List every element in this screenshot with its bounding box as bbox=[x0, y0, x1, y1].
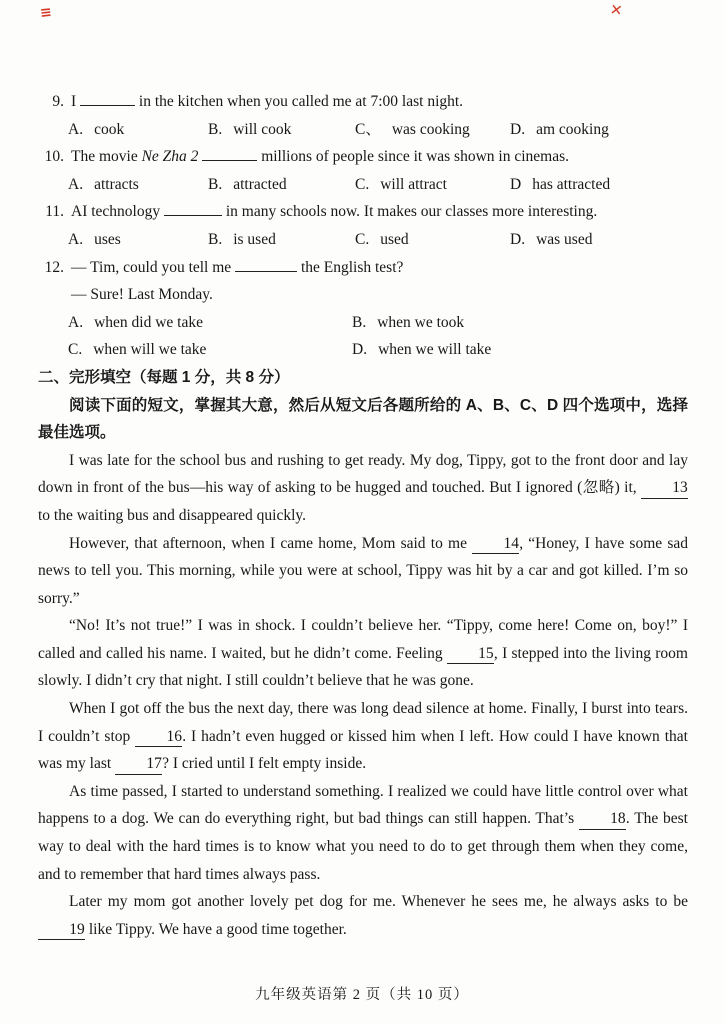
question-10 bbox=[38, 143, 688, 198]
option-label: C、 bbox=[355, 120, 381, 138]
option-label: D. bbox=[510, 120, 526, 138]
option-c bbox=[355, 116, 510, 144]
question-12-options bbox=[68, 309, 688, 364]
question-number: 10. bbox=[44, 148, 64, 166]
section-2-instructions: 阅读下面的短文，掌握其大意，然后从短文后各题所给的 A、B、C、D 四个选项中，选择最佳选项。 bbox=[38, 396, 688, 442]
option-label: B. bbox=[208, 120, 223, 138]
answer-blank bbox=[80, 91, 135, 106]
question-number: 11. bbox=[45, 203, 64, 221]
option-label: D bbox=[510, 175, 522, 193]
option-text: when did we take bbox=[94, 313, 203, 331]
question-9-stem bbox=[38, 88, 688, 116]
answer-blank bbox=[235, 257, 297, 272]
option-text: used bbox=[380, 230, 409, 248]
option-b bbox=[208, 116, 355, 144]
option-label: B. bbox=[208, 175, 223, 193]
question-stem-text: The movie Ne Zha 2 millions of people since it was shown in cinemas. bbox=[71, 148, 569, 166]
option-label: D. bbox=[510, 230, 526, 248]
question-stem-text: I in the kitchen when you called me at 7:00 last night. bbox=[71, 93, 464, 110]
cloze-paragraph-6: Later my mom got another lovely pet dog for me. Whenever he sees me, he always asks to be 19 like Tippy. We have a good time together. bbox=[38, 888, 688, 943]
question-10-stem bbox=[38, 143, 688, 171]
option-text: cook bbox=[94, 120, 125, 138]
option-text: attracts bbox=[94, 175, 139, 193]
question-10-options bbox=[68, 171, 688, 199]
numbered-blank: 16 bbox=[135, 729, 182, 747]
option-text: has attracted bbox=[532, 175, 611, 193]
option-a bbox=[68, 226, 208, 254]
question-stem-text: AI technology in many schools now. It makes our classes more interesting. bbox=[71, 203, 598, 221]
option-label: C. bbox=[355, 175, 370, 193]
option-text: was used bbox=[536, 230, 593, 248]
question-12-reply bbox=[38, 281, 688, 309]
option-label: A. bbox=[68, 313, 84, 331]
cloze-paragraph-4: When I got off the bus the next day, there was long dead silence at home. Finally, I burst into tears. I couldn’t stop 16. I hadn’t even hugged or kissed him when I left. How could I have known that was my last 17? I cried until I felt empty inside. bbox=[38, 695, 688, 778]
cloze-paragraph-3: “No! It’s not true!” I was in shock. I couldn’t believe her. “Tippy, come here! Come on, boy!” I called and called his name. I waited, but he didn’t come. Feeling 15, I stepped into the living room slowly. I didn’t cry that night. I still couldn’t believe that he was gone. bbox=[38, 617, 688, 690]
question-stem-text: — Tim, could you tell me the English test? bbox=[71, 258, 404, 276]
option-text: was cooking bbox=[391, 120, 470, 138]
option-label: D. bbox=[352, 341, 368, 359]
option-d bbox=[510, 226, 688, 254]
option-label: A. bbox=[68, 120, 84, 138]
option-label: B. bbox=[352, 313, 367, 331]
numbered-blank: 15 bbox=[447, 646, 494, 664]
option-a bbox=[68, 116, 208, 144]
section-2-heading: 二、完形填空（每题 1 分，共 8 分） bbox=[38, 368, 290, 386]
option-label: B. bbox=[208, 230, 223, 248]
question-12-stem bbox=[38, 254, 688, 282]
cloze-paragraph-5: As time passed, I started to understand something. I realized we could have little control over what happens to a dog. We can do everything right, but bad things can still happen. That’s 18. The best way to deal with the hard times is to know what you need to do to get through them when they come, and to remember that hard times always pass. bbox=[38, 782, 688, 883]
option-text: am cooking bbox=[536, 120, 609, 138]
option-label: C. bbox=[355, 230, 370, 248]
numbered-blank: 18 bbox=[579, 811, 626, 829]
option-text: when we will take bbox=[378, 341, 492, 359]
option-text: when will we take bbox=[93, 341, 207, 359]
answer-blank bbox=[202, 146, 257, 161]
option-text: uses bbox=[94, 230, 121, 248]
option-text: is used bbox=[233, 230, 276, 248]
option-text: will attract bbox=[380, 175, 447, 193]
option-c bbox=[355, 226, 510, 254]
option-d bbox=[352, 336, 688, 364]
option-a bbox=[68, 171, 208, 199]
numbered-blank: 13 bbox=[641, 480, 688, 498]
option-b bbox=[208, 171, 355, 199]
numbered-blank: 19 bbox=[38, 922, 85, 940]
numbered-blank: 14 bbox=[472, 536, 519, 554]
question-11 bbox=[38, 198, 688, 253]
question-9 bbox=[38, 88, 688, 143]
option-text: will cook bbox=[233, 120, 292, 138]
menu-icon[interactable]: ≡ bbox=[39, 4, 52, 22]
option-d bbox=[510, 171, 688, 199]
question-stem-text: — Sure! Last Monday. bbox=[71, 286, 213, 304]
option-label: C. bbox=[68, 341, 83, 359]
option-a bbox=[68, 309, 352, 337]
cloze-paragraph-2: However, that afternoon, when I came home, Mom said to me 14, “Honey, I have some sad news to tell you. This morning, while you were at school, Tippy was hit by a car and got killed. I’m so sorry.” bbox=[38, 534, 689, 607]
question-11-options bbox=[68, 226, 688, 254]
question-number: 12. bbox=[44, 258, 64, 276]
option-text: attracted bbox=[233, 175, 287, 193]
option-b bbox=[208, 226, 355, 254]
question-9-options bbox=[68, 116, 688, 144]
option-b bbox=[352, 309, 688, 337]
page-footer: 九年级英语第 2 页（共 10 页） bbox=[255, 987, 469, 1003]
answer-blank bbox=[164, 201, 222, 216]
question-11-stem bbox=[38, 198, 688, 226]
cloze-paragraph-1: I was late for the school bus and rushing to get ready. My dog, Tippy, got to the front door and lay down in front of the bus—his way of asking to be hugged and touched. But I ignored (忽略) it, 13 to the waiting bus and disappeared quickly. bbox=[38, 451, 688, 524]
option-c bbox=[68, 336, 352, 364]
option-label: A. bbox=[68, 230, 84, 248]
option-c bbox=[355, 171, 510, 199]
close-icon[interactable]: ✕ bbox=[608, 0, 624, 20]
question-12 bbox=[38, 254, 688, 364]
numbered-blank: 17 bbox=[115, 756, 162, 774]
option-label: A. bbox=[68, 175, 84, 193]
question-number: 9. bbox=[52, 93, 64, 110]
option-text: when we took bbox=[377, 313, 465, 331]
option-d bbox=[510, 116, 688, 144]
